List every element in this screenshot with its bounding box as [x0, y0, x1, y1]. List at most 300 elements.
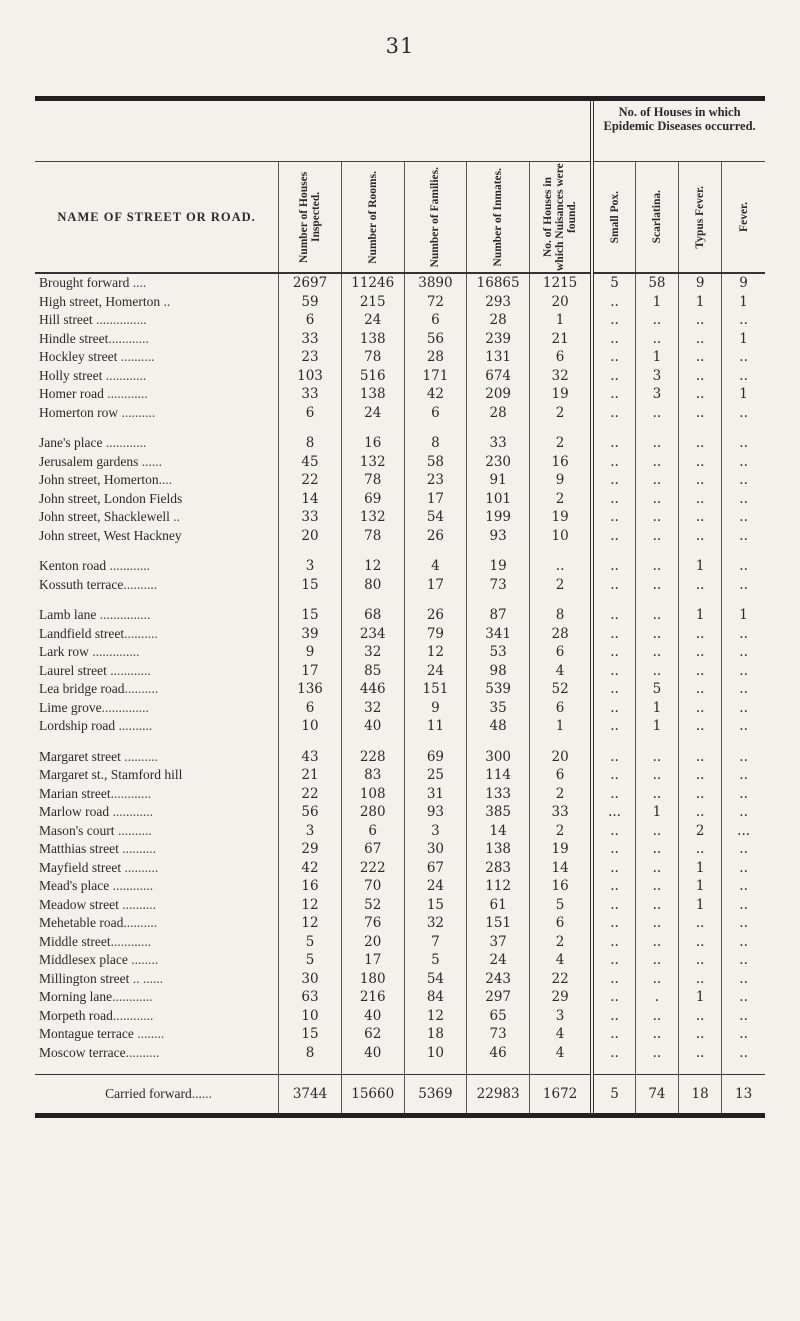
- cell-value: ..: [592, 1044, 635, 1063]
- cell-value: 79: [404, 625, 467, 644]
- table-row: [35, 293, 765, 312]
- cell-value: 239: [467, 330, 530, 349]
- cell-value: 17: [279, 662, 342, 681]
- street-name: [35, 914, 279, 933]
- cell-value: 17: [341, 951, 404, 970]
- cell-value: ..: [592, 385, 635, 404]
- cell-value: 78: [341, 527, 404, 546]
- cell-value: 25: [404, 766, 467, 785]
- cell-value: 1: [722, 385, 765, 404]
- cell-value: ..: [592, 606, 635, 625]
- cell-value: 12: [341, 557, 404, 576]
- cell-value: 215: [341, 293, 404, 312]
- cell-value: ..: [722, 680, 765, 699]
- street-name: [35, 803, 279, 822]
- cell-value: 5: [279, 933, 342, 952]
- cell-value: ..: [679, 1007, 722, 1026]
- street-name: [35, 367, 279, 386]
- cell-value: ..: [679, 471, 722, 490]
- cell-value: 91: [467, 471, 530, 490]
- cell-value: 1: [635, 803, 678, 822]
- cell-value: 29: [529, 988, 592, 1007]
- leader-dots: ............: [112, 989, 153, 1004]
- cell-value: ..: [635, 330, 678, 349]
- street-name-text: John street, Shacklewell: [39, 509, 170, 524]
- cell-value: ..: [635, 606, 678, 625]
- leader-dots: ........: [133, 1026, 165, 1041]
- street-name-text: Margaret street: [39, 748, 121, 764]
- cell-value: ..: [635, 877, 678, 896]
- cell-value: 21: [529, 330, 592, 349]
- cell-value: ..: [592, 933, 635, 952]
- cell-value: 4: [529, 1025, 592, 1044]
- cell-value: ..: [722, 1044, 765, 1063]
- cell-value: 15: [404, 896, 467, 915]
- cell-value: ..: [679, 367, 722, 386]
- cell-value: 9: [529, 471, 592, 490]
- disease-column-header: Small Pox.: [592, 162, 635, 274]
- street-name: [35, 273, 279, 293]
- cell-value: 85: [341, 662, 404, 681]
- cell-value: 58: [635, 273, 678, 293]
- table-row: [35, 662, 765, 681]
- cell-value: ..: [635, 785, 678, 804]
- street-name: [35, 1075, 279, 1116]
- cell-value: ..: [722, 625, 765, 644]
- cell-value: 53: [467, 643, 530, 662]
- street-name-text: Mead's place: [39, 878, 110, 893]
- cell-value: 35: [467, 699, 530, 718]
- cell-value: 19: [467, 557, 530, 576]
- cell-value: 24: [467, 951, 530, 970]
- cell-value: 2: [529, 933, 592, 952]
- cell-value: ..: [679, 385, 722, 404]
- cell-value: 42: [279, 859, 342, 878]
- cell-value: ...: [722, 822, 765, 841]
- cell-value: 67: [341, 840, 404, 859]
- cell-value: 5: [279, 951, 342, 970]
- cell-value: ..: [679, 699, 722, 718]
- leader-dots: ...............: [92, 312, 147, 327]
- cell-value: 19: [529, 840, 592, 859]
- table-row: [35, 1044, 765, 1063]
- cell-value: 3890: [404, 273, 467, 293]
- column-header: Number of Inmates.: [467, 162, 530, 274]
- cell-value: ..: [679, 662, 722, 681]
- cell-value: ..: [592, 988, 635, 1007]
- cell-value: ..: [592, 311, 635, 330]
- cell-value: ..: [635, 1044, 678, 1063]
- cell-value: 539: [467, 680, 530, 699]
- cell-value: 72: [404, 293, 467, 312]
- cell-value: ..: [679, 933, 722, 952]
- table-row: [35, 859, 765, 878]
- street-name: [35, 717, 279, 736]
- cell-value: 33: [279, 508, 342, 527]
- page-number: 31: [385, 34, 415, 58]
- cell-value: 20: [529, 293, 592, 312]
- cell-value: 24: [404, 877, 467, 896]
- cell-value: ..: [635, 970, 678, 989]
- cell-value: ..: [635, 748, 678, 767]
- table-row: [35, 557, 765, 576]
- cell-value: 18: [679, 1075, 722, 1116]
- cell-value: 8: [279, 434, 342, 453]
- leader-dots: ..........: [114, 822, 152, 838]
- table-row: [35, 385, 765, 404]
- cell-value: ..: [679, 766, 722, 785]
- cell-value: 33: [529, 803, 592, 822]
- cell-value: ..: [635, 840, 678, 859]
- street-name-text: Montague terrace: [39, 1026, 134, 1041]
- cell-value: 58: [404, 453, 467, 472]
- cell-value: 1: [529, 717, 592, 736]
- table-row: [35, 625, 765, 644]
- street-name: [35, 527, 279, 546]
- table-row: [35, 785, 765, 804]
- column-header: No. of Houses in which Nuisances were found.: [529, 162, 592, 274]
- street-name-text: Morpeth road: [39, 1007, 113, 1023]
- street-name-text: Hill street: [39, 312, 93, 327]
- cell-value: 6: [529, 914, 592, 933]
- cell-value: 6: [404, 311, 467, 330]
- street-name: [35, 785, 279, 804]
- cell-value: 293: [467, 293, 530, 312]
- cell-value: ..: [722, 951, 765, 970]
- cell-value: ..: [635, 933, 678, 952]
- street-name-text: Carried forward: [105, 1086, 192, 1101]
- cell-value: 243: [467, 970, 530, 989]
- cell-value: 24: [404, 662, 467, 681]
- cell-value: 103: [279, 367, 342, 386]
- cell-value: 230: [467, 453, 530, 472]
- cell-value: ..: [722, 576, 765, 595]
- street-name-text: Landfield street: [39, 625, 125, 641]
- cell-value: 11246: [341, 273, 404, 293]
- cell-value: ..: [592, 970, 635, 989]
- cell-value: ..: [679, 434, 722, 453]
- street-name: [35, 404, 279, 423]
- cell-value: ..: [635, 766, 678, 785]
- street-name: [35, 1044, 279, 1063]
- leader-dots: ....: [158, 472, 173, 487]
- cell-value: ..: [722, 527, 765, 546]
- cell-value: 48: [467, 717, 530, 736]
- cell-value: 1: [635, 293, 678, 312]
- cell-value: ..: [722, 896, 765, 915]
- cell-value: 5: [592, 1075, 635, 1116]
- table-row: [35, 490, 765, 509]
- cell-value: ..: [679, 970, 722, 989]
- section-spacer: [35, 594, 765, 606]
- street-name-text: John street, Homerton: [39, 472, 159, 487]
- cell-value: ..: [722, 699, 765, 718]
- cell-value: ..: [635, 490, 678, 509]
- cell-value: 101: [467, 490, 530, 509]
- cell-value: 3: [529, 1007, 592, 1026]
- cell-value: 73: [467, 1025, 530, 1044]
- disease-column-header: Scarlatina.: [635, 162, 678, 274]
- street-name: [35, 748, 279, 767]
- cell-value: 67: [404, 859, 467, 878]
- street-name-text: Mayfield street: [39, 859, 122, 875]
- cell-value: ..: [592, 840, 635, 859]
- cell-value: 1: [635, 348, 678, 367]
- cell-value: ..: [679, 527, 722, 546]
- cell-value: 28: [404, 348, 467, 367]
- cell-value: 228: [341, 748, 404, 767]
- street-name-text: Hindle street: [39, 330, 109, 346]
- cell-value: 8: [279, 1044, 342, 1063]
- cell-value: ..: [679, 803, 722, 822]
- street-name: [35, 453, 279, 472]
- cell-value: 18: [404, 1025, 467, 1044]
- street-name-text: Marlow road: [39, 804, 110, 819]
- cell-value: ..: [722, 1025, 765, 1044]
- cell-value: 3: [635, 385, 678, 404]
- carried-forward-row: [35, 1075, 765, 1116]
- cell-value: 30: [279, 970, 342, 989]
- cell-value: ..: [592, 434, 635, 453]
- cell-value: 65: [467, 1007, 530, 1026]
- disease-column-header: Fever.: [722, 162, 765, 274]
- cell-value: 5: [529, 896, 592, 915]
- cell-value: 12: [404, 1007, 467, 1026]
- leader-dots: ............: [112, 1007, 154, 1023]
- cell-value: 69: [341, 490, 404, 509]
- street-name: [35, 293, 279, 312]
- cell-value: ..: [722, 785, 765, 804]
- cell-value: 28: [467, 311, 530, 330]
- cell-value: ..: [592, 348, 635, 367]
- cell-value: 45: [279, 453, 342, 472]
- cell-value: ..: [592, 914, 635, 933]
- cell-value: 62: [341, 1025, 404, 1044]
- cell-value: 12: [404, 643, 467, 662]
- cell-value: 15: [279, 576, 342, 595]
- table-row: [35, 933, 765, 952]
- street-name-text: Lordship road: [39, 718, 116, 733]
- cell-value: ..: [592, 404, 635, 423]
- cell-value: 16: [341, 434, 404, 453]
- cell-value: ..: [592, 576, 635, 595]
- cell-value: ..: [679, 680, 722, 699]
- cell-value: 14: [529, 859, 592, 878]
- cell-value: ..: [592, 766, 635, 785]
- table-row: [35, 527, 765, 546]
- leader-dots: ............: [109, 878, 154, 893]
- cell-value: ..: [722, 508, 765, 527]
- cell-value: ..: [592, 699, 635, 718]
- cell-value: 15: [279, 1025, 342, 1044]
- cell-value: 83: [341, 766, 404, 785]
- cell-value: ..: [722, 311, 765, 330]
- cell-value: 14: [279, 490, 342, 509]
- street-name: [35, 434, 279, 453]
- cell-value: 23: [404, 471, 467, 490]
- cell-value: ..: [679, 453, 722, 472]
- cell-value: ..: [592, 490, 635, 509]
- cell-value: 1: [529, 311, 592, 330]
- cell-value: 674: [467, 367, 530, 386]
- table-row: [35, 914, 765, 933]
- cell-value: 23: [279, 348, 342, 367]
- cell-value: 40: [341, 1044, 404, 1063]
- leader-dots: ...............: [96, 607, 151, 622]
- leader-dots: ..: [169, 509, 180, 524]
- cell-value: 16: [529, 877, 592, 896]
- section-spacer: [35, 545, 765, 557]
- cell-value: 138: [341, 385, 404, 404]
- street-name-text: John street, London Fields: [39, 490, 183, 506]
- cell-value: ..: [722, 490, 765, 509]
- street-name: [35, 699, 279, 718]
- cell-value: ..: [592, 453, 635, 472]
- cell-value: 68: [341, 606, 404, 625]
- leader-dots: ..........: [117, 349, 155, 364]
- cell-value: 30: [404, 840, 467, 859]
- cell-value: 63: [279, 988, 342, 1007]
- cell-value: ..: [592, 822, 635, 841]
- section-spacer: [35, 1062, 765, 1075]
- cell-value: 131: [467, 348, 530, 367]
- table-row: [35, 330, 765, 349]
- table-row: [35, 576, 765, 595]
- table-row: [35, 404, 765, 423]
- cell-value: 6: [279, 311, 342, 330]
- cell-value: 14: [467, 822, 530, 841]
- cell-value: 73: [467, 576, 530, 595]
- street-name-text: Millington street: [39, 970, 130, 986]
- cell-value: ..: [592, 785, 635, 804]
- leader-dots: ..............: [88, 644, 140, 659]
- table-row: [35, 766, 765, 785]
- cell-value: ..: [635, 508, 678, 527]
- street-name-text: Meadow street: [39, 896, 119, 912]
- leader-dots: ......: [138, 453, 162, 469]
- cell-value: 28: [529, 625, 592, 644]
- cell-value: ..: [592, 1025, 635, 1044]
- street-name: [35, 1007, 279, 1026]
- cell-value: 3744: [279, 1075, 342, 1116]
- cell-value: ..: [592, 748, 635, 767]
- leader-dots: ............: [102, 367, 147, 383]
- cell-value: 20: [279, 527, 342, 546]
- cell-value: 10: [404, 1044, 467, 1063]
- cell-value: 22983: [467, 1075, 530, 1116]
- street-name-text: Margaret st., Stamford hill: [39, 767, 183, 782]
- cell-value: 1: [722, 293, 765, 312]
- leader-dots: ............: [106, 558, 150, 573]
- column-header: Number of Families.: [404, 162, 467, 274]
- cell-value: ..: [679, 643, 722, 662]
- table-row: [35, 453, 765, 472]
- street-name-text: Brought forward: [39, 275, 130, 290]
- cell-value: ..: [679, 311, 722, 330]
- table-row: [35, 896, 765, 915]
- cell-value: ..: [722, 1007, 765, 1026]
- cell-value: 20: [529, 748, 592, 767]
- cell-value: 10: [279, 1007, 342, 1026]
- cell-value: 40: [341, 717, 404, 736]
- cell-value: ..: [679, 1044, 722, 1063]
- table-row: [35, 951, 765, 970]
- cell-value: ..: [679, 840, 722, 859]
- street-name: [35, 490, 279, 509]
- cell-value: ..: [722, 434, 765, 453]
- cell-value: 171: [404, 367, 467, 386]
- street-name: [35, 348, 279, 367]
- cell-value: 93: [404, 803, 467, 822]
- cell-value: 2: [529, 785, 592, 804]
- cell-value: ..: [635, 625, 678, 644]
- cell-value: ..: [679, 785, 722, 804]
- table-row: [35, 988, 765, 1007]
- leader-dots: ............: [110, 785, 152, 801]
- cell-value: ..: [679, 404, 722, 423]
- cell-value: 6: [529, 348, 592, 367]
- epidemic-diseases-group-header: No. of Houses in which Epidemic Diseases occurred.: [592, 99, 765, 162]
- street-name: [35, 970, 279, 989]
- leader-dots: ..........: [115, 718, 153, 733]
- cell-value: ..: [635, 311, 678, 330]
- cell-value: 70: [341, 877, 404, 896]
- cell-value: ..: [679, 348, 722, 367]
- cell-value: 2: [529, 490, 592, 509]
- cell-value: ..: [635, 914, 678, 933]
- cell-value: ..: [722, 557, 765, 576]
- cell-value: ..: [679, 748, 722, 767]
- cell-value: 3: [279, 822, 342, 841]
- street-name: [35, 933, 279, 952]
- column-header: Number of Rooms.: [341, 162, 404, 274]
- cell-value: 29: [279, 840, 342, 859]
- cell-value: 17: [404, 490, 467, 509]
- cell-value: 32: [404, 914, 467, 933]
- cell-value: ..: [722, 367, 765, 386]
- street-name: [35, 680, 279, 699]
- street-name: [35, 840, 279, 859]
- cell-value: ..: [635, 527, 678, 546]
- cell-value: 5: [404, 951, 467, 970]
- street-name-text: Laurel street: [39, 662, 107, 678]
- cell-value: 1: [679, 557, 722, 576]
- table-row: [35, 273, 765, 293]
- street-name-text: High street, Homerton: [39, 293, 161, 309]
- street-name: [35, 859, 279, 878]
- cell-value: ..: [679, 625, 722, 644]
- cell-value: 39: [279, 625, 342, 644]
- cell-value: ..: [722, 404, 765, 423]
- cell-value: 54: [404, 970, 467, 989]
- cell-value: 78: [341, 348, 404, 367]
- cell-value: 2: [679, 822, 722, 841]
- cell-value: 9: [279, 643, 342, 662]
- cell-value: ..: [722, 933, 765, 952]
- leader-dots: .. ......: [129, 970, 164, 986]
- street-name-text: Mehetable road: [39, 915, 124, 930]
- street-name: [35, 643, 279, 662]
- cell-value: 33: [279, 330, 342, 349]
- cell-value: 199: [467, 508, 530, 527]
- cell-value: 26: [404, 606, 467, 625]
- cell-value: 13: [722, 1075, 765, 1116]
- cell-value: 16: [529, 453, 592, 472]
- street-name: [35, 988, 279, 1007]
- cell-value: 11: [404, 717, 467, 736]
- table-row: [35, 680, 765, 699]
- cell-value: 19: [529, 508, 592, 527]
